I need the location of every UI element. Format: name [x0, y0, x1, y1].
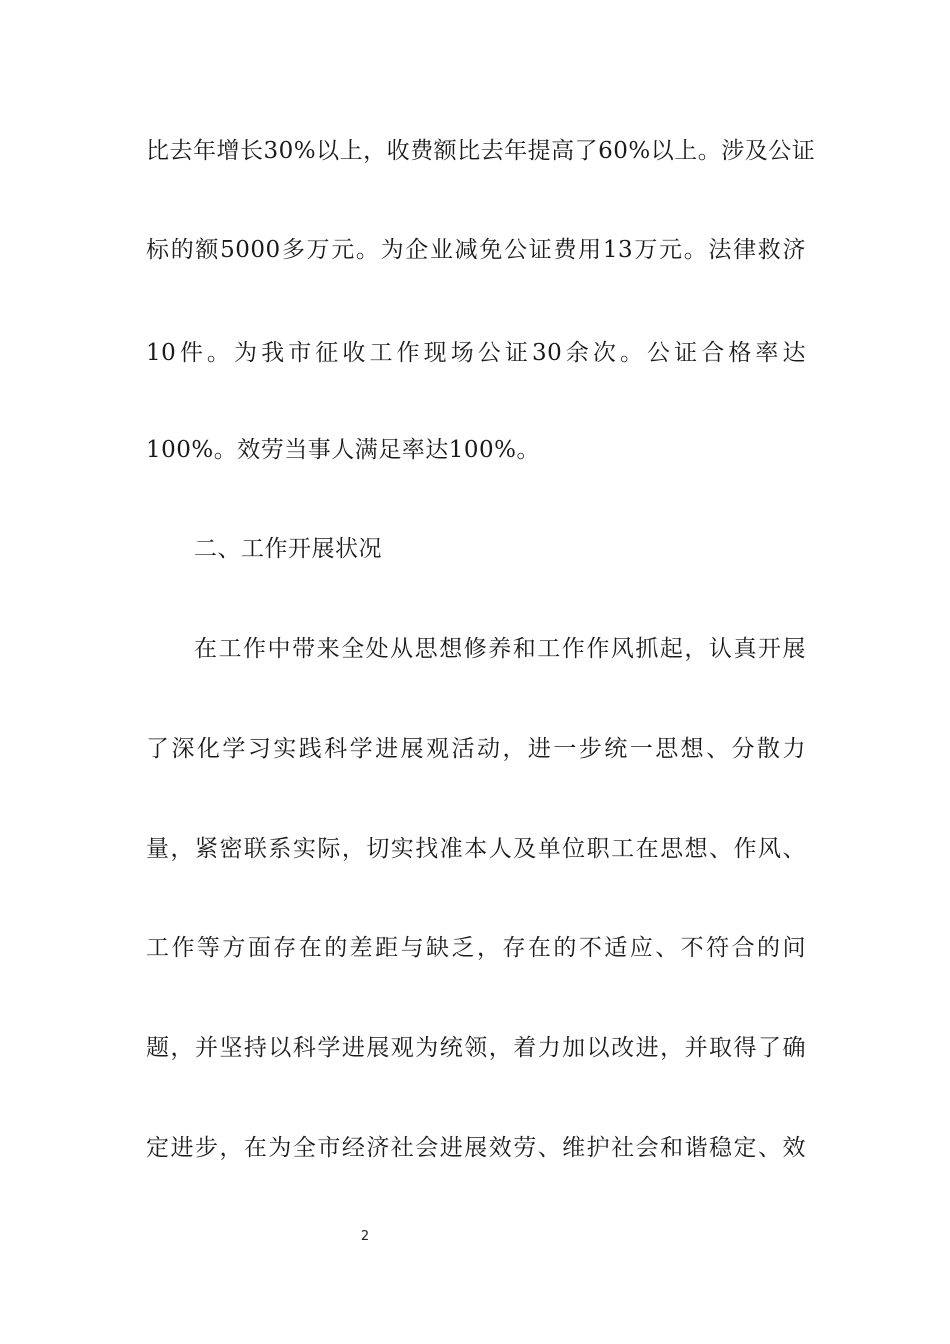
section-heading: 二、工作开展状况	[194, 536, 382, 562]
body-text-line: 题，并坚持以科学进展观为统领，着力加以改进，并取得了确	[146, 1035, 806, 1061]
body-text-line: 工作等方面存在的差距与缺乏，存在的不适应、不符合的问	[146, 935, 806, 961]
body-text-line: 100%。效劳当事人满足率达100%。	[146, 437, 541, 463]
page-number: 2	[360, 1229, 370, 1244]
body-text-line: 比去年增长30%以上，收费额比去年提高了60%以上。涉及公证	[146, 138, 816, 164]
body-text-line: 量，紧密联系实际，切实找准本人及单位职工在思想、作风、	[146, 836, 806, 862]
body-text-line: 标的额5000多万元。为企业减免公证费用13万元。法律救济	[146, 237, 806, 263]
body-text-line: 了深化学习实践科学进展观活动，进一步统一思想、分散力	[146, 736, 806, 762]
body-text-line: 在工作中带来全处从思想修养和工作作风抓起，认真开展	[194, 636, 806, 662]
body-text-line: 10件。为我市征收工作现场公证30余次。公证合格率达	[146, 340, 806, 366]
body-text-line: 定进步，在为全市经济社会进展效劳、维护社会和谐稳定、效	[146, 1135, 806, 1161]
